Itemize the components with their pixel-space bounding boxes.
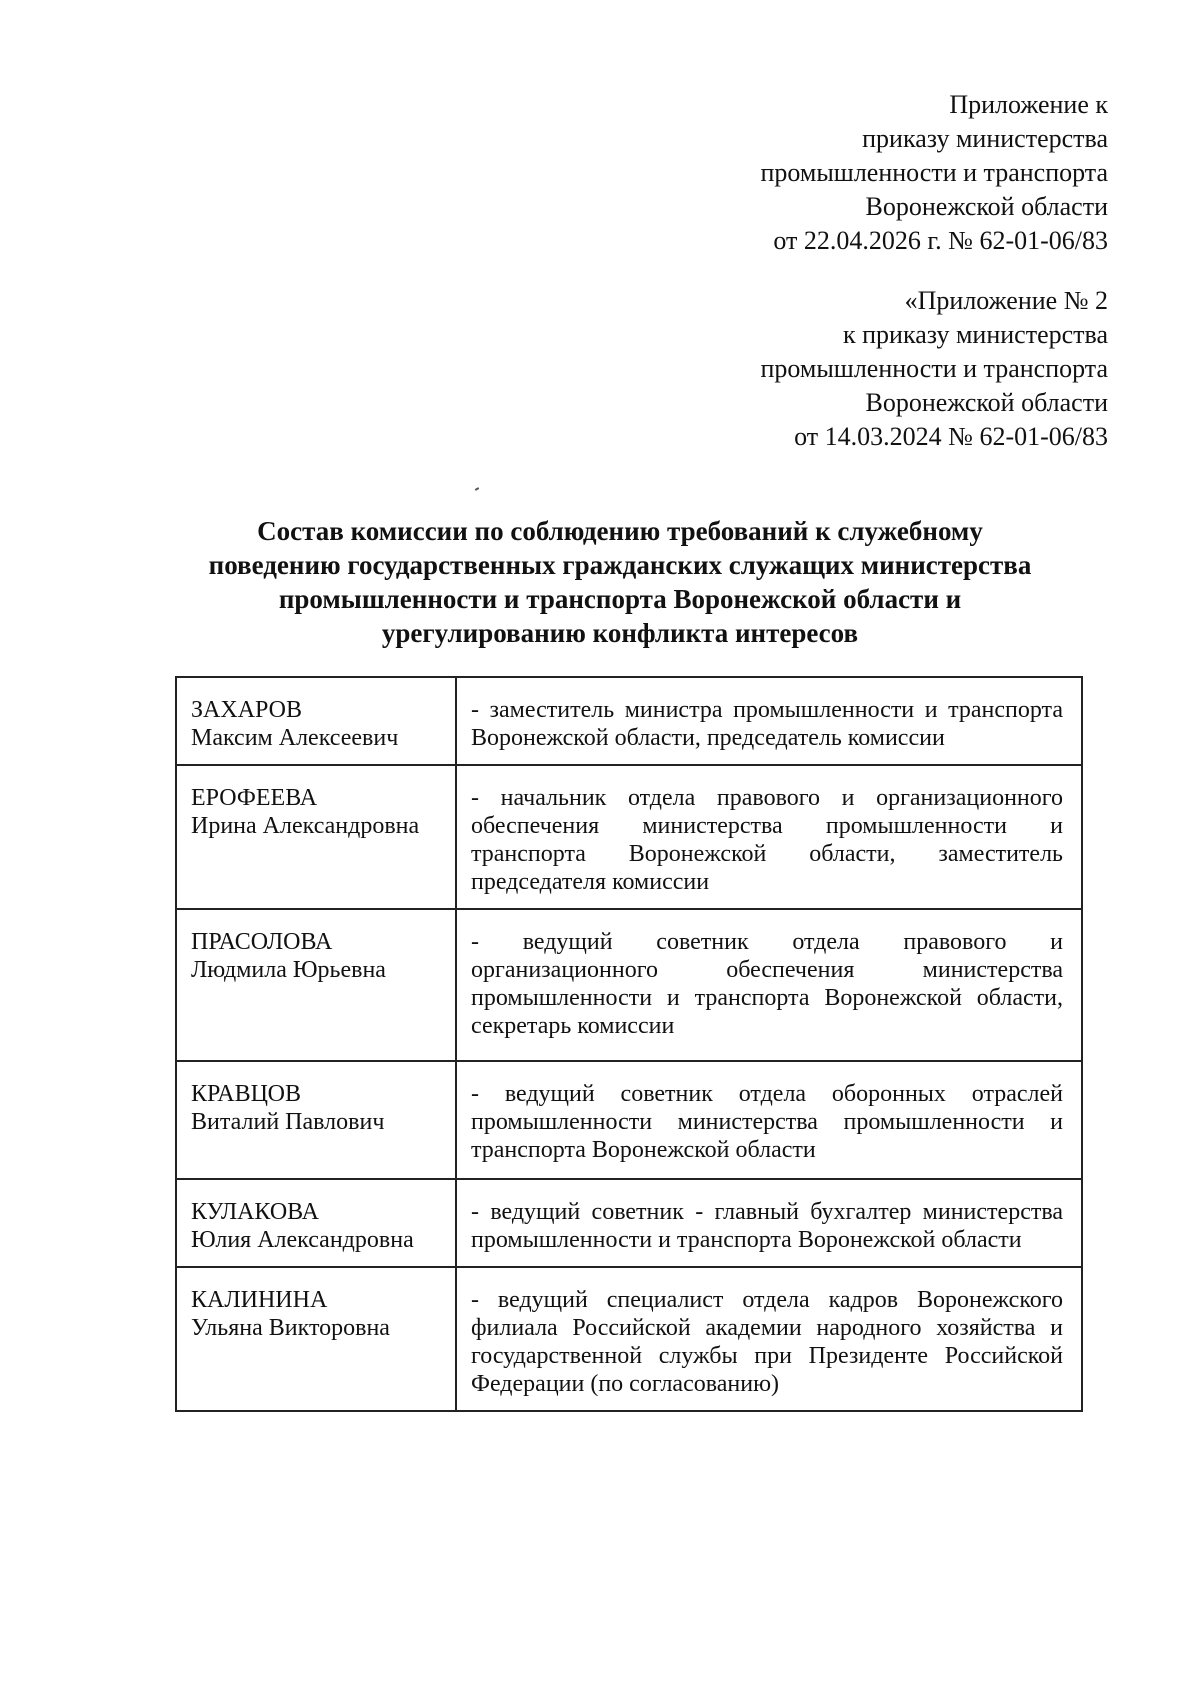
member-given-names: Ирина Александровна bbox=[191, 813, 420, 839]
member-surname: ЗАХАРОВ bbox=[191, 697, 302, 723]
member-surname: КУЛАКОВА bbox=[191, 1199, 319, 1225]
member-name-cell bbox=[176, 1061, 456, 1179]
annex-line: приказу министерства bbox=[862, 124, 1108, 153]
annex-line: промышленности и транспорта bbox=[760, 354, 1108, 383]
annex-line: Воронежской области bbox=[865, 192, 1108, 221]
member-role: - начальник отдела правового и организационного обеспечения министерства промышленности и транспорта Воронежской области, заместитель председателя комиссии bbox=[456, 765, 1082, 909]
member-name-cell bbox=[176, 909, 456, 1061]
title-line: урегулированию конфликта интересов bbox=[381, 618, 859, 648]
scan-speck bbox=[475, 487, 479, 491]
member-role: - ведущий советник отдела оборонных отраслей промышленности министерства промышленности и транспорта Воронежской области bbox=[456, 1061, 1082, 1179]
member-given-names: Максим Алексеевич bbox=[191, 725, 399, 751]
table-row bbox=[176, 765, 1082, 909]
table-row bbox=[176, 1179, 1082, 1267]
table-row bbox=[176, 909, 1082, 1061]
member-role: - ведущий специалист отдела кадров Воронежского филиала Российской академии народного хозяйства и государственной службы при Президенте Российской Федерации (по согласованию) bbox=[456, 1267, 1082, 1411]
document-title bbox=[170, 514, 1070, 650]
member-role: - ведущий советник отдела правового и организационного обеспечения министерства промышленности и транспорта Воронежской области, секретарь комиссии bbox=[456, 909, 1082, 1061]
member-given-names: Ульяна Викторовна bbox=[191, 1315, 390, 1341]
member-name-cell bbox=[176, 765, 456, 909]
title-line: Состав комиссии по соблюдению требований к служебному bbox=[257, 516, 983, 546]
member-surname: ПРАСОЛОВА bbox=[191, 929, 333, 955]
table-row bbox=[176, 1061, 1082, 1179]
member-name-cell bbox=[176, 1267, 456, 1411]
annex-line: промышленности и транспорта bbox=[760, 158, 1108, 187]
table-row bbox=[176, 1267, 1082, 1411]
annex-header-previous bbox=[760, 284, 1108, 454]
member-given-names: Людмила Юрьевна bbox=[191, 957, 386, 983]
member-name-cell bbox=[176, 677, 456, 765]
title-line: промышленности и транспорта Воронежской области и bbox=[278, 584, 962, 614]
member-surname: КАЛИНИНА bbox=[191, 1287, 328, 1313]
member-surname: КРАВЦОВ bbox=[191, 1081, 301, 1107]
annex-line: Приложение к bbox=[949, 90, 1108, 119]
member-role: - ведущий советник - главный бухгалтер министерства промышленности и транспорта Воронежской области bbox=[456, 1179, 1082, 1267]
annex-line: к приказу министерства bbox=[843, 320, 1108, 349]
table-row bbox=[176, 677, 1082, 765]
member-name-cell bbox=[176, 1179, 456, 1267]
annex-line: от 14.03.2024 № 62-01-06/83 bbox=[794, 422, 1108, 451]
annex-line: Воронежской области bbox=[865, 388, 1108, 417]
commission-members-table bbox=[175, 676, 1083, 1412]
member-given-names: Юлия Александровна bbox=[191, 1227, 414, 1253]
annex-header-current bbox=[760, 88, 1108, 258]
title-line: поведению государственных гражданских служащих министерства bbox=[208, 550, 1032, 580]
annex-line: от 22.04.2026 г. № 62-01-06/83 bbox=[773, 226, 1108, 255]
member-role: - заместитель министра промышленности и транспорта Воронежской области, председатель комиссии bbox=[456, 677, 1082, 765]
annex-line: «Приложение № 2 bbox=[904, 286, 1108, 315]
member-given-names: Виталий Павлович bbox=[191, 1109, 385, 1135]
member-surname: ЕРОФЕЕВА bbox=[191, 785, 318, 811]
